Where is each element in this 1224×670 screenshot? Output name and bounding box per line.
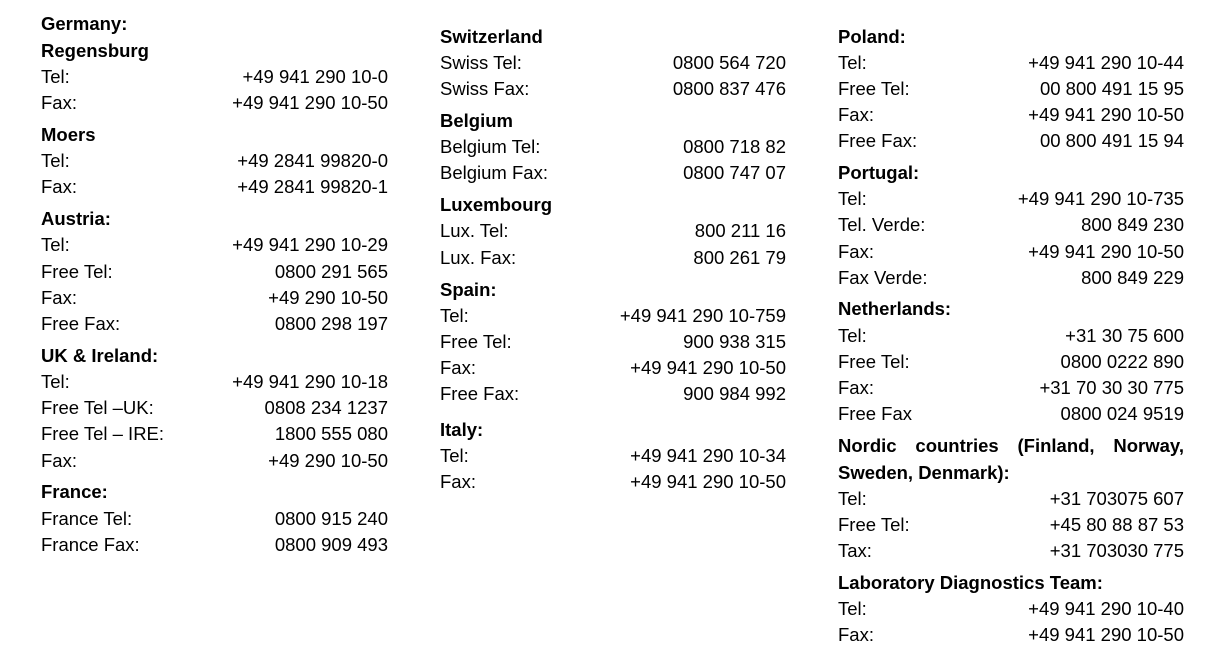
contact-number: +49 941 290 10-50 [232,92,388,113]
contact-label: Swiss Tel: [440,52,522,73]
contact-label: Lux. Fax: [440,247,517,268]
section-heading-belgium: Belgium [440,110,513,131]
contact-label: Free Fax: [838,130,918,151]
contact-number: 1800 555 080 [274,423,388,444]
contact-number: +49 941 290 10-34 [630,445,786,466]
contact-number: +49 941 290 10-40 [1028,598,1184,619]
contact-number: +49 941 290 10-50 [630,471,786,492]
contact-number: 00 800 491 15 94 [1039,130,1184,151]
contact-label: Fax: [838,241,874,262]
contact-number: +49 941 290 10-759 [619,305,786,326]
contact-label: Fax: [41,287,77,308]
contact-number: +49 2841 99820-1 [237,176,388,197]
contact-number: 900 984 992 [683,383,786,404]
contact-label: Belgium Tel: [440,136,541,157]
section-heading-poland: Poland: [838,26,906,47]
contact-number: +49 941 290 10-50 [630,357,786,378]
contact-number: +31 703075 607 [1049,488,1184,509]
contact-number: 00 800 491 15 95 [1039,78,1184,99]
section-heading-laboratory-diagnostics-team: Laboratory Diagnostics Team: [838,572,1103,593]
contact-number: 0800 915 240 [274,508,388,529]
contact-number: 800 261 79 [693,247,786,268]
contact-label: Free Tel: [838,351,910,372]
contact-label: Tel: [41,66,70,87]
contact-label: Free Tel: [440,331,512,352]
contact-label: Free Tel: [838,78,910,99]
section-heading-netherlands: Netherlands: [838,298,952,319]
contact-number: 0800 0222 890 [1060,351,1184,372]
contact-label: Fax: [838,624,874,645]
section-heading-luxembourg: Luxembourg [440,194,553,215]
contact-label: Tel: [41,234,70,255]
section-heading-spain: Spain: [440,279,497,300]
contact-number: +49 941 290 10-0 [242,66,388,87]
contact-number: 0800 291 565 [274,261,388,282]
contact-number: +49 290 10-50 [268,450,388,471]
contact-label: Tel: [41,371,70,392]
contact-number: 800 849 229 [1081,267,1184,288]
contact-label: Free Tel: [41,261,113,282]
contact-number: +31 30 75 600 [1065,325,1184,346]
section-heading-portugal: Portugal: [838,162,920,183]
contact-number: +49 290 10-50 [268,287,388,308]
contact-label: Fax: [41,92,77,113]
contact-label: Tel: [838,188,867,209]
contact-label: Free Tel –UK: [41,397,154,418]
contact-label: Fax: [41,176,77,197]
contact-label: Tel: [440,305,469,326]
contact-label: France Fax: [41,534,140,555]
contact-label: Tel: [440,445,469,466]
contact-number: +31 70 30 30 775 [1039,377,1184,398]
contact-number: +45 80 88 87 53 [1049,514,1184,535]
contact-label: Tel: [838,598,867,619]
contact-label: Belgium Fax: [440,162,548,183]
contact-number: +49 941 290 10-735 [1017,188,1184,209]
contact-label: Free Fax: [41,313,121,334]
section-heading-italy: Italy: [440,419,484,440]
contact-label: Tel: [838,325,867,346]
contact-label: Fax: [440,357,476,378]
section-heading-austria: Austria: [41,208,111,229]
section-heading-nordic-countries-continued: Sweden, Denmark): [838,462,1010,483]
contact-number: +49 941 290 10-44 [1028,52,1184,73]
contact-label: Tel: [838,52,867,73]
contact-number: 0800 564 720 [672,52,786,73]
contact-label: Tax: [838,540,872,561]
contact-number: 0800 837 476 [672,78,786,99]
contact-number: 900 938 315 [683,331,786,352]
contact-number: 0800 298 197 [274,313,388,334]
contact-label: Fax: [838,104,874,125]
section-heading-germany: Germany: [41,13,128,34]
contact-label: Tel: [838,488,867,509]
contact-number: +49 941 290 10-50 [1028,624,1184,645]
contact-number: 800 211 16 [694,220,786,241]
contact-number: +49 941 290 10-50 [1028,241,1184,262]
contact-number: +31 703030 775 [1049,540,1184,561]
contact-number: 800 849 230 [1081,214,1184,235]
contact-label: Fax Verde: [838,267,928,288]
contact-number: 0800 718 82 [683,136,786,157]
contact-number: +49 941 290 10-29 [232,234,388,255]
contact-label: Tel: [41,150,70,171]
contact-label: Swiss Fax: [440,78,530,99]
contact-number: 0808 234 1237 [264,397,388,418]
section-heading-uk-ireland: UK & Ireland: [41,345,159,366]
contact-label: Fax: [41,450,77,471]
contact-label: Free Fax: [440,383,520,404]
contact-number: 0800 024 9519 [1060,403,1184,424]
contact-number: +49 941 290 10-50 [1028,104,1184,125]
contact-label: Fax: [838,377,874,398]
contact-label: Free Tel – IRE: [41,423,165,444]
section-heading-france: France: [41,481,108,502]
contact-label: France Tel: [41,508,133,529]
contact-number: 0800 747 07 [683,162,786,183]
contact-number: +49 2841 99820-0 [237,150,388,171]
contact-label: Free Fax [838,403,913,424]
contact-label: Tel. Verde: [838,214,926,235]
contact-number: +49 941 290 10-18 [232,371,388,392]
section-heading-nordic-countries: Nordic countries (Finland, Norway, [838,435,1184,456]
contact-label: Free Tel: [838,514,910,535]
section-heading-switzerland: Switzerland [440,26,543,47]
section-heading-moers: Moers [41,124,96,145]
contact-number: 0800 909 493 [274,534,388,555]
contact-label: Fax: [440,471,476,492]
section-heading-regensburg: Regensburg [41,40,149,61]
contact-label: Lux. Tel: [440,220,509,241]
